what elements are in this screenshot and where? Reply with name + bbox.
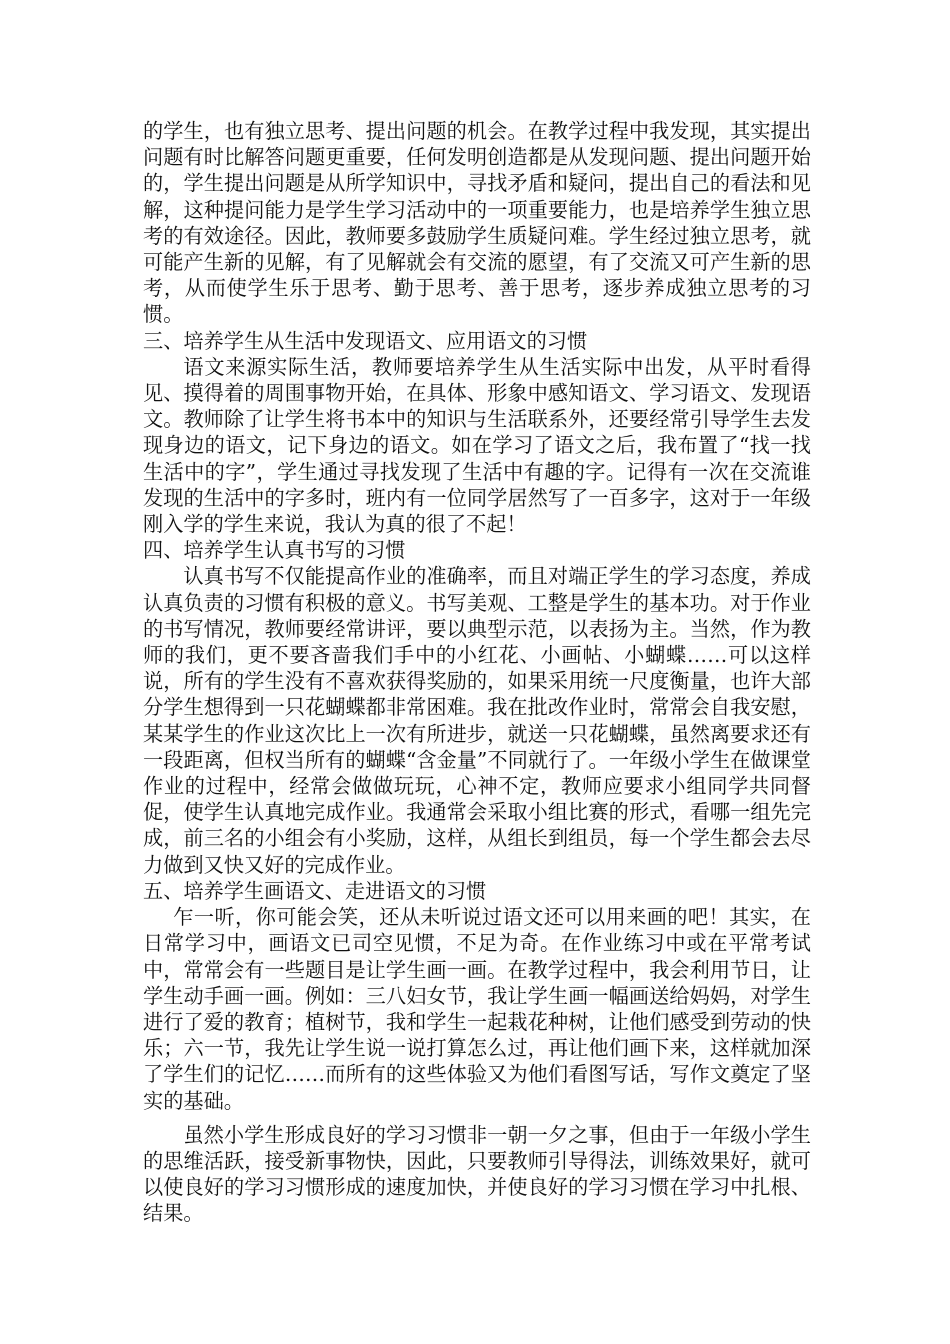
document-page <box>143 118 811 1227</box>
paragraph-section-5: 乍一听，你可能会笑，还从未听说过语文还可以用来画的吧！其实，在日常学习中，画语文已司空见惯，不足为奇。在作业练习中或在平常考试中，常常会有一些题目是让学生画一画。在教学过程中，我会利用节日，让学生动手画一画。例如：三八妇女节，我让学生画一幅画送给妈妈，对学生进行了爱的教育；植树节，我和学生一起栽花种树，让他们感受到劳动的快乐；六一节，我先让学生说一说打算怎么过，再让他们画下来，这样就加深了学生们的记忆……而所有的这些体验又为他们看图写话，写作文奠定了坚实的基础。 <box>143 905 811 1113</box>
section-heading-4: 四、培养学生认真书写的习惯 <box>143 538 406 563</box>
section-heading-5: 五、培养学生画语文、走进语文的习惯 <box>143 878 487 903</box>
paragraph-section-4: 认真书写不仅能提高作业的准确率，而且对端正学生的学习态度，养成认真负责的习惯有积极的意义。书写美观、工整是学生的基本功。对于作业的书写情况，教师要经常讲评，要以典型示范，以表扬为主。当然，作为教师的我们，更不要吝啬我们手中的小红花、小画帖、小蝴蝶……可以这样说，所有的学生没有不喜欢获得奖励的，如果采用统一尺度衡量，也许大部分学生想得到一只花蝴蝶都非常困难。我在批改作业时，常常会自我安慰，某某学生的作业这次比上一次有所进步，就送一只花蝴蝶，虽然离要求还有一段距离，但权当所有的蝴蝶“含金量”不同就行了。一年级小学生在做课堂作业的过程中，经常会做做玩玩，心神不定，教师应要求小组同学共同督促，使学生认真地完成作业。我通常会采取小组比赛的形式，看哪一组先完成，前三名的小组会有小奖励，这样，从组长到组员，每一个学生都会去尽力做到又快又好的完成作业。 <box>143 564 811 877</box>
paragraph-gap <box>143 1114 811 1122</box>
paragraph-section-3: 语文来源实际生活，教师要培养学生从生活实际中出发，从平时看得见、摸得着的周围事物开始，在具体、形象中感知语文、学习语文、发现语文。教师除了让学生将书本中的知识与生活联系外，还要经常引导学生去发现身边的语文，记下身边的语文。如在学习了语文之后，我布置了“找一找生活中的字”，学生通过寻找发现了生活中有趣的字。记得有一次在交流谁发现的生活中的字多时，班内有一位同学居然写了一百多字，这对于一年级刚入学的学生来说，我认为真的很了不起！ <box>143 354 811 537</box>
paragraph-continuation: 的学生，也有独立思考、提出问题的机会。在教学过程中我发现，其实提出问题有时比解答问题更重要，任何发明创造都是从发现问题、提出问题开始的，学生提出问题是从所学知识中，寻找矛盾和疑问，提出自己的看法和见解，这种提问能力是学生学习活动中的一项重要能力，也是培养学生独立思考的有效途径。因此，教师要多鼓励学生质疑问难。学生经过独立思考，就可能产生新的见解，有了见解就会有交流的愿望，有了交流又可产生新的思考，从而使学生乐于思考、勤于思考、善于思考，逐步养成独立思考的习惯。 <box>143 119 811 327</box>
section-heading-3: 三、培养学生从生活中发现语文、应用语文的习惯 <box>143 328 588 353</box>
paragraph-conclusion: 虽然小学生形成良好的学习习惯非一朝一夕之事，但由于一年级小学生的思维活跃，接受新事物快，因此，只要教师引导得法，训练效果好，就可以使良好的学习习惯形成的速度加快，并使良好的学习习惯在学习中扎根、结果。 <box>143 1122 811 1226</box>
